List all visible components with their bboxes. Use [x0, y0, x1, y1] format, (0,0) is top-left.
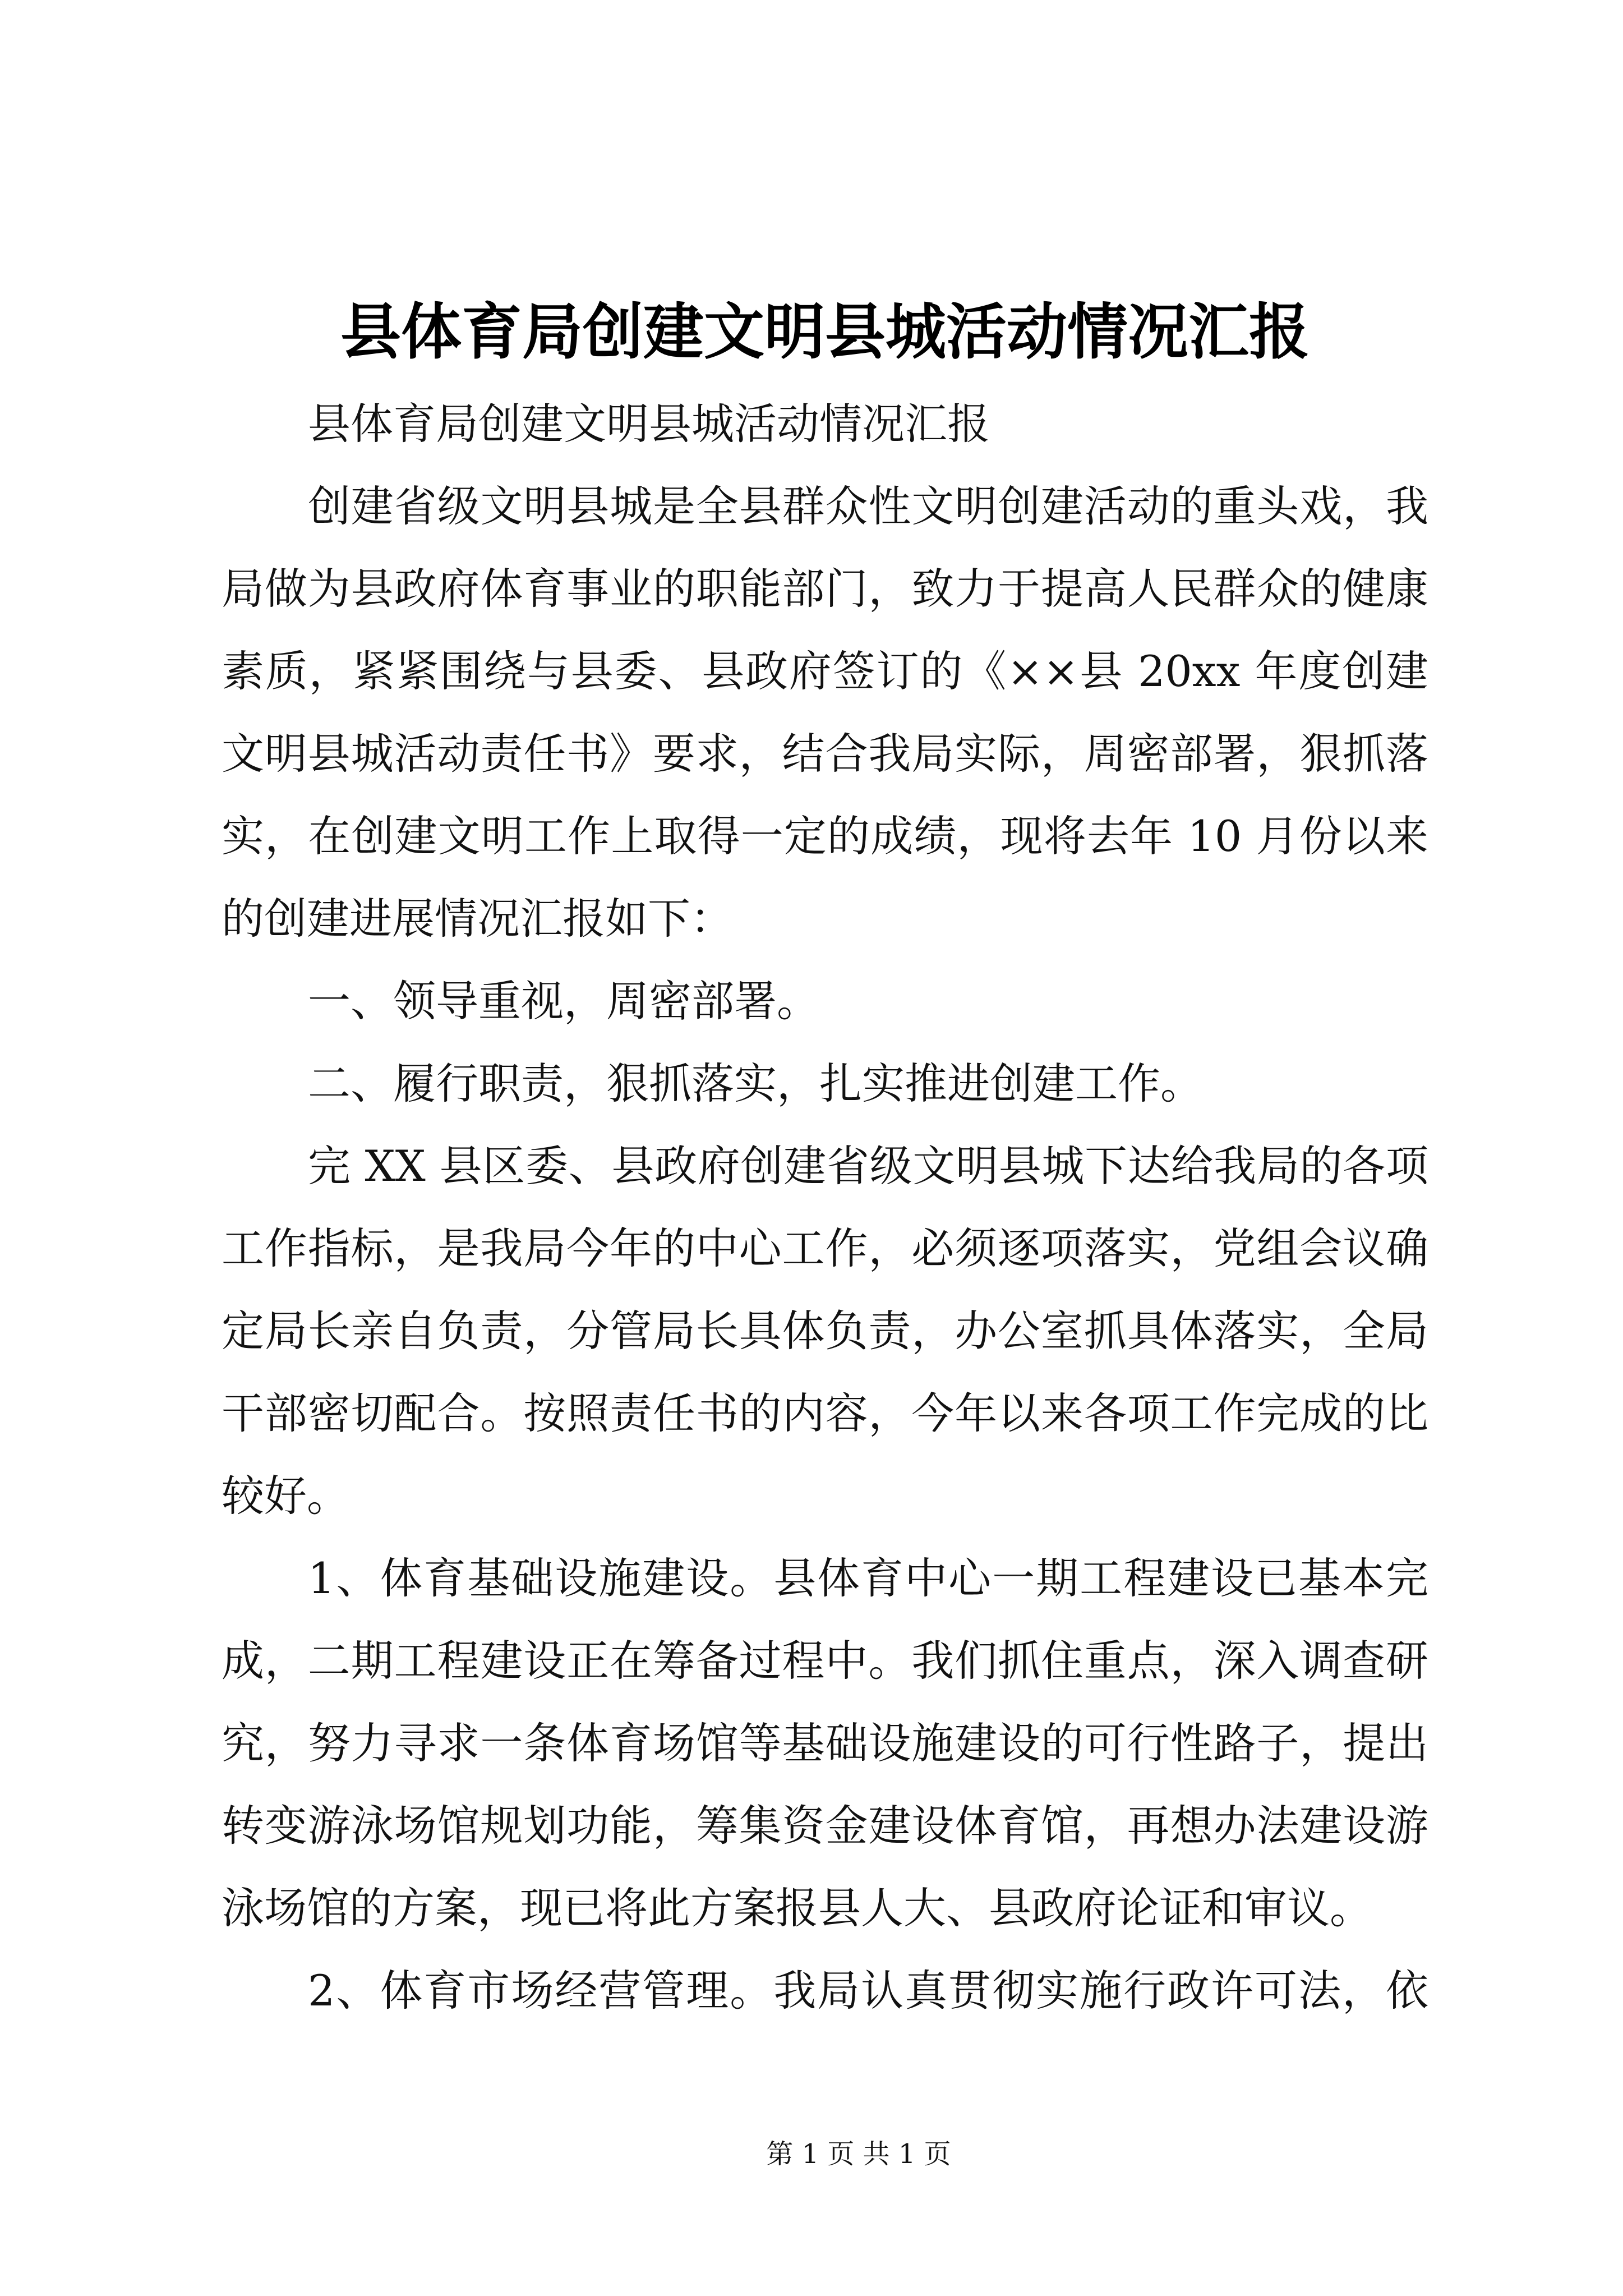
document-body: [222, 383, 1428, 2032]
body-line: 转变游泳场馆规划功能，筹集资金建设体育馆，再想办法建设游: [222, 1801, 1428, 1851]
paragraph-item-1: [222, 1537, 1428, 1949]
body-line: 的创建进展情况汇报如下：: [222, 894, 733, 944]
paragraph-item-2: [222, 1949, 1428, 2032]
paragraph-subtitle: [222, 383, 1428, 465]
section-heading-2: [222, 1042, 1428, 1125]
document-title: 县体育局创建文明县城活动情况汇报: [340, 297, 1310, 367]
body-line: 二、履行职责，狠抓落实，扎实推进创建工作。: [308, 1059, 1203, 1108]
body-line: 1、体育基础设施建设。县体育中心一期工程建设已基本完: [308, 1553, 1428, 1603]
body-line: 较好。: [222, 1471, 349, 1521]
body-line: 局做为县政府体育事业的职能部门，致力于提高人民群众的健康: [222, 564, 1428, 614]
body-line: 实，在创建文明工作上取得一定的成绩，现将去年 10 月份以来: [222, 811, 1428, 861]
body-line: 工作指标，是我局今年的中心工作，必须逐项落实，党组会议确: [222, 1223, 1428, 1273]
body-line: 究，努力寻求一条体育场馆等基础设施建设的可行性路子，提出: [222, 1718, 1428, 1768]
body-line: 干部密切配合。按照责任书的内容，今年以来各项工作完成的比: [222, 1388, 1428, 1438]
body-line: 完 XX 县区委、县政府创建省级文明县城下达给我局的各项: [308, 1141, 1428, 1191]
body-line: 素质，紧紧围绕与县委、县政府签订的《××县 20xx 年度创建: [222, 646, 1428, 696]
body-line: 2、体育市场经营管理。我局认真贯彻实施行政许可法，依: [308, 1966, 1428, 2016]
body-line: 文明县城活动责任书》要求，结合我局实际，周密部署，狠抓落: [222, 729, 1428, 779]
section-heading-1: [222, 960, 1428, 1042]
body-line: 一、领导重视，周密部署。: [308, 976, 819, 1026]
body-line: 创建省级文明县城是全县群众性文明创建活动的重头戏，我: [308, 481, 1428, 531]
body-line: 定局长亲自负责，分管局长具体负责，办公室抓具体落实，全局: [222, 1306, 1428, 1356]
paragraph-introduction: [222, 465, 1428, 960]
page-footer: 第 1 页 共 1 页: [766, 2138, 951, 2170]
body-line: 泳场馆的方案，现已将此方案报县人大、县政府论证和审议。: [222, 1883, 1372, 1933]
body-line: 成，二期工程建设正在筹备过程中。我们抓住重点，深入调查研: [222, 1636, 1428, 1686]
paragraph-tasks: [222, 1125, 1428, 1537]
body-line: 县体育局创建文明县城活动情况汇报: [308, 399, 990, 449]
